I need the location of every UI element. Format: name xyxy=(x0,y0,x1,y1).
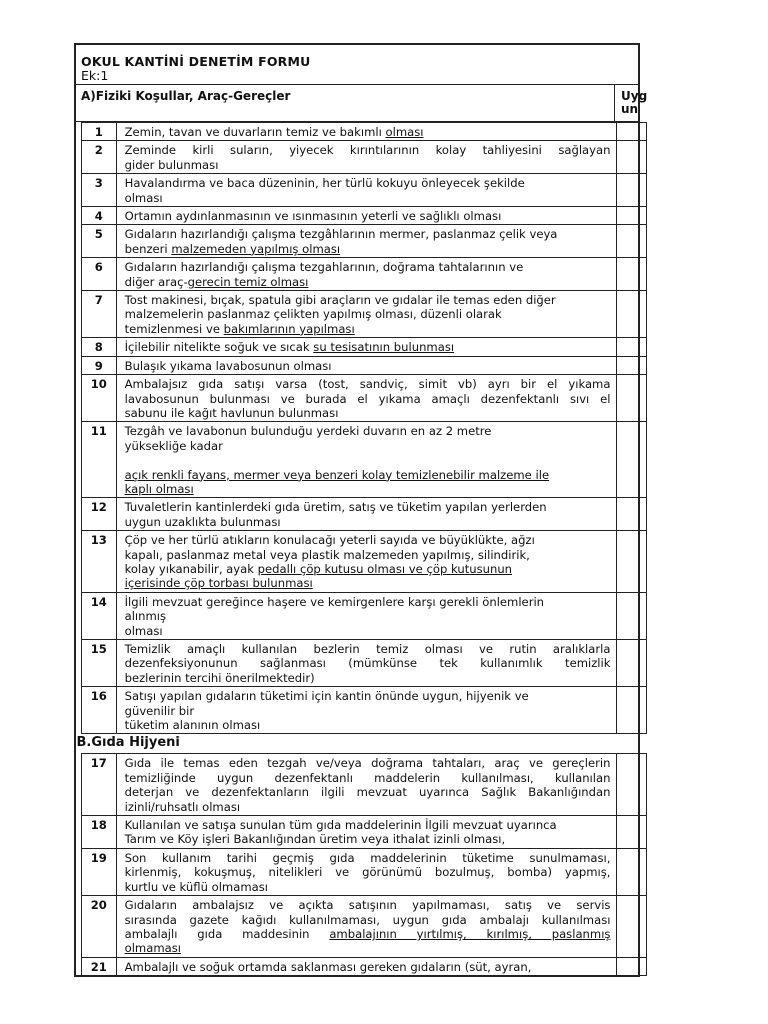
item-text-segment: lavabosunun bulunması ve burada el yıkama amaçlı dezenfektanlı sıvı el xyxy=(124,391,611,406)
item-text-segment: Temizlik amaçlı kullanılan bezlerin temiz olması ve rutin aralıklarla xyxy=(124,642,611,656)
item-text-segment: İçilebilir nitelikte soğuk ve sıcak xyxy=(124,340,314,355)
item-text-segment: bezlerinin tercihi önerilmektedir) xyxy=(124,670,315,685)
item-text xyxy=(116,123,617,141)
item-text-segment: Bulaşık yıkama lavabosunun olması xyxy=(124,358,332,373)
uygun-checkbox-cell[interactable] xyxy=(617,816,647,849)
item-text-segment: uygun uzaklıkta bulunması xyxy=(124,514,281,529)
uygun-checkbox-cell[interactable] xyxy=(617,687,647,734)
uygun-checkbox-cell[interactable] xyxy=(617,356,647,374)
item-text-segment: Gıdaların hazırlandığı çalışma tezgâhlarının mermer, paslanmaz çelik veya xyxy=(124,227,558,242)
item-number: 10 xyxy=(82,375,117,422)
checklist-row xyxy=(82,291,647,338)
item-text-line xyxy=(125,275,611,289)
checklist-row xyxy=(82,957,647,975)
item-text-line xyxy=(125,671,611,685)
section-b-title: B.Gıda Hijyeni xyxy=(76,735,180,751)
item-text-line xyxy=(125,913,611,927)
item-text xyxy=(116,207,617,225)
item-text-line xyxy=(125,941,611,955)
checklist-row xyxy=(82,531,647,593)
uygun-checkbox-cell[interactable] xyxy=(617,957,647,975)
uygun-checkbox-cell[interactable] xyxy=(617,640,647,687)
item-text-segment: güvenilir bir xyxy=(124,703,195,718)
uygun-checkbox-cell[interactable] xyxy=(617,207,647,225)
item-text-line xyxy=(125,642,611,656)
item-text-segment: İlgili mevzuat gereğince haşere ve kemirgenlere karşı gerekli önlemlerin xyxy=(124,594,545,609)
item-text-segment: Tezgâh ve lavabonun bulunduğu yerdeki duvarın en az 2 metre xyxy=(124,424,492,439)
item-text-segment: kurtlu ve küflü olmaması xyxy=(124,879,268,894)
item-text xyxy=(116,291,617,338)
item-text-line xyxy=(125,771,611,785)
item-text-line xyxy=(125,548,611,562)
item-number: 3 xyxy=(82,174,117,207)
item-text xyxy=(116,640,617,687)
item-number: 8 xyxy=(82,338,117,356)
item-text-line xyxy=(125,832,611,846)
item-text-line xyxy=(125,800,611,814)
item-text-line xyxy=(125,260,611,274)
uygun-checkbox-cell[interactable] xyxy=(617,498,647,531)
item-text-segment: kirlenmiş, kokuşmuş, nitelikleri ve görünümü bozulmuş, bomba) yapmış, xyxy=(124,865,611,880)
item-text-segment: sırasında gazete kağıdı kullanılmaması, uygun gıda ambalajı kullanılması xyxy=(124,912,611,927)
form-header xyxy=(76,45,638,85)
item-text-line xyxy=(125,227,611,241)
checklist-row xyxy=(82,896,647,958)
item-number: 12 xyxy=(82,498,117,531)
item-text-line xyxy=(125,125,611,139)
item-text-line xyxy=(125,191,611,205)
item-number: 4 xyxy=(82,207,117,225)
section-a-title: A)Fiziki Koşullar, Araç-Gereçler xyxy=(81,89,291,103)
item-text-line xyxy=(125,562,611,576)
item-text-segment: yüksekliğe kadar xyxy=(124,438,223,453)
item-text-segment: kolay yıkanabilir, ayak xyxy=(124,561,258,576)
item-number: 18 xyxy=(82,816,117,849)
item-number: 15 xyxy=(82,640,117,687)
checklist-row xyxy=(82,174,647,207)
item-number: 20 xyxy=(82,896,117,958)
uygun-checkbox-cell[interactable] xyxy=(617,531,647,593)
item-text-line xyxy=(125,704,611,718)
uygun-column-header xyxy=(614,85,648,121)
checklist-table xyxy=(76,122,647,976)
item-number: 9 xyxy=(82,356,117,374)
checklist-row xyxy=(82,687,647,734)
item-text xyxy=(116,356,617,374)
item-text xyxy=(116,592,617,639)
item-text-segment: temizliğinde uygun dezenfektanlı maddelerin kullanılması, kullanılan xyxy=(124,770,611,785)
item-number: 6 xyxy=(82,258,117,291)
uygun-label: Uygun xyxy=(621,89,648,116)
form-title: OKUL KANTİNİ DENETİM FORMU xyxy=(81,54,311,69)
item-text-segment: Ambalajsız gıda satışı varsa (tost, sandviç, simit vb) ayrı bir el yıkama xyxy=(124,377,611,392)
item-number: 17 xyxy=(82,754,117,816)
item-text-line xyxy=(125,340,611,354)
item-text-line xyxy=(125,851,611,865)
checklist-row xyxy=(82,592,647,639)
uygun-checkbox-cell[interactable] xyxy=(617,896,647,958)
item-text-line xyxy=(125,176,611,190)
item-text-line xyxy=(125,595,611,609)
item-text xyxy=(116,338,617,356)
checklist-row xyxy=(82,225,647,258)
item-text xyxy=(116,531,617,593)
item-text xyxy=(116,687,617,734)
item-text-underlined: ambalajının yırtılmış, kırılmış, paslanmış xyxy=(329,926,611,941)
item-text-segment: Ambalajlı ve soğuk ortamda saklanması gereken gıdaların (süt, ayran, xyxy=(124,959,532,974)
item-text-underlined: gerecin temiz olması xyxy=(187,274,309,289)
item-text-line xyxy=(125,624,611,638)
section-b-header xyxy=(76,734,647,754)
item-text-segment: tüketim alanının olması xyxy=(124,718,261,733)
uygun-checkbox-cell[interactable] xyxy=(617,848,647,895)
item-text-line xyxy=(125,818,611,832)
uygun-checkbox-cell[interactable] xyxy=(617,592,647,639)
section-b-items xyxy=(82,754,647,976)
checklist-row xyxy=(82,375,647,422)
item-text-line xyxy=(125,293,611,307)
checklist-row xyxy=(82,141,647,174)
uygun-checkbox-cell[interactable] xyxy=(617,291,647,338)
uygun-checkbox-cell[interactable] xyxy=(617,141,647,174)
item-text-underlined: olması xyxy=(385,125,424,139)
item-text xyxy=(116,258,617,291)
item-text-line xyxy=(125,406,611,420)
item-number: 2 xyxy=(82,141,117,174)
checklist-row xyxy=(82,498,647,531)
item-text-underlined: olmaması xyxy=(124,941,181,956)
item-text-segment: Gıdaların hazırlandığı çalışma tezgahlarının, doğrama tahtalarının ve xyxy=(124,260,524,275)
item-text-line xyxy=(125,392,611,406)
item-text-segment: Tost makinesi, bıçak, spatula gibi araçların ve gıdalar ile temas eden diğer xyxy=(124,293,556,308)
uygun-checkbox-cell[interactable] xyxy=(617,375,647,422)
item-number: 21 xyxy=(82,957,117,975)
item-text-segment: gider bulunması xyxy=(124,157,219,172)
item-text-line xyxy=(125,718,611,732)
item-text-segment: Tuvaletlerin kantinlerdeki gıda üretim, satış ve tüketim yapılan yerlerden xyxy=(124,500,547,515)
uygun-checkbox-cell[interactable] xyxy=(617,422,647,498)
item-text-underlined: içerisinde çöp torbası bulunması xyxy=(124,576,313,591)
item-text-line xyxy=(125,424,611,438)
item-text-segment: Kullanılan ve satışa sunulan tüm gıda maddelerinin İlgili mevzuat uyarınca xyxy=(124,818,557,833)
item-text-segment: Gıdaların ambalajsız ve açıkta satışının yapılmaması, satış ve servis xyxy=(124,898,611,913)
item-text-line xyxy=(125,359,611,373)
item-number: 5 xyxy=(82,225,117,258)
item-text xyxy=(116,498,617,531)
item-text-segment: sabunu ile kağıt havlunun bulunması xyxy=(124,405,339,420)
checklist-row xyxy=(82,754,647,816)
item-text-segment: malzemelerin paslanmaz çelikten yapılmış olması, düzenli olarak xyxy=(124,307,502,322)
item-text-line xyxy=(125,609,611,623)
item-text-line xyxy=(125,322,611,336)
item-text-line xyxy=(125,880,611,894)
item-text-segment: diğer araç- xyxy=(124,274,188,289)
item-text-segment: benzeri xyxy=(124,241,172,256)
item-text-segment: Havalandırma ve baca düzeninin, her türlü kokuyu önleyecek şekilde xyxy=(124,176,525,191)
checklist-row xyxy=(82,640,647,687)
checklist-row xyxy=(82,848,647,895)
item-text-segment: Gıda ile temas eden tezgah ve/veya doğrama tahtaları, araç ve gereçlerin xyxy=(124,756,611,771)
uygun-checkbox-cell[interactable] xyxy=(617,225,647,258)
checklist-row xyxy=(82,422,647,498)
item-text-line xyxy=(125,898,611,912)
item-text-line xyxy=(125,439,611,453)
item-text-underlined: pedallı çöp kutusu olması ve çöp kutusunun xyxy=(257,561,513,576)
item-text-segment: Zemin, tavan ve duvarların temiz ve bakımlı xyxy=(124,125,386,139)
item-text xyxy=(116,225,617,258)
item-text-segment: Satışı yapılan gıdaların tüketimi için kantin önünde uygun, hijyenik ve xyxy=(124,689,529,704)
uygun-checkbox-cell[interactable] xyxy=(617,258,647,291)
item-text-line xyxy=(125,307,611,321)
item-text-line xyxy=(125,689,611,703)
item-text xyxy=(116,816,617,849)
item-text-line xyxy=(125,865,611,879)
item-text xyxy=(116,141,617,174)
item-text-segment: ambalajlı gıda maddesinin xyxy=(124,926,330,941)
uygun-checkbox-cell[interactable] xyxy=(617,338,647,356)
item-text-segment: dezenfeksiyonunun sağlanması (mümkünse tek kullanımlık temizlik xyxy=(124,656,611,671)
item-number: 13 xyxy=(82,531,117,593)
item-text-segment: alınmış xyxy=(124,609,167,624)
item-text xyxy=(116,174,617,207)
item-text-segment: temizlenmesi ve xyxy=(124,321,224,336)
item-text-underlined: açık renkli fayans, mermer veya benzeri kolay temizlenebilir malzeme ile xyxy=(124,467,550,482)
item-text-underlined: bakımlarının yapılması xyxy=(223,321,355,336)
item-text xyxy=(116,375,617,422)
item-text-underlined: su tesisatının bulunması xyxy=(313,340,455,355)
item-number: 14 xyxy=(82,592,117,639)
inspection-form xyxy=(74,43,648,977)
checklist-row xyxy=(82,123,647,141)
item-text-line xyxy=(125,482,611,496)
item-text-line xyxy=(125,377,611,391)
item-text-line xyxy=(125,453,611,467)
item-text-line xyxy=(125,927,611,941)
item-text-line xyxy=(125,143,611,157)
item-text-line xyxy=(125,158,611,172)
checklist-row xyxy=(82,207,647,225)
item-number: 19 xyxy=(82,848,117,895)
checklist-row xyxy=(82,338,647,356)
item-text xyxy=(116,848,617,895)
item-text-line xyxy=(125,209,611,223)
item-text-line xyxy=(125,533,611,547)
item-text xyxy=(116,422,617,498)
item-text-segment: Tarım ve Köy işleri Bakanlığından üretim veya ithalat izinli olması, xyxy=(124,832,506,847)
checklist-row xyxy=(82,356,647,374)
item-text-segment: kapalı, paslanmaz metal veya plastik malzemeden yapılmış, silindirik, xyxy=(124,547,530,562)
section-b-row xyxy=(82,734,647,754)
item-text-segment: Ortamın aydınlanmasının ve ısınmasının yeterli ve sağlıklı olması xyxy=(124,209,502,224)
item-text-line xyxy=(125,242,611,256)
checklist-row xyxy=(82,258,647,291)
item-text-segment: deterjan ve dezenfektanların ilgili mevzuat uyarınca Sağlık Bakanlığından xyxy=(124,785,611,800)
checklist-row xyxy=(82,816,647,849)
item-text-line xyxy=(125,656,611,670)
uygun-checkbox-cell[interactable] xyxy=(617,174,647,207)
item-number: 1 xyxy=(82,123,117,141)
item-text xyxy=(116,754,617,816)
item-text xyxy=(116,957,617,975)
uygun-checkbox-cell[interactable] xyxy=(617,754,647,816)
item-text-line xyxy=(125,576,611,590)
item-text-segment: Çöp ve her türlü atıkların konulacağı yeterli sayıda ve büyüklükte, ağzı xyxy=(124,533,535,548)
uygun-checkbox-cell[interactable] xyxy=(617,123,647,141)
item-text-line xyxy=(125,468,611,482)
item-text-segment: olması xyxy=(124,190,163,205)
item-text-segment: olması xyxy=(124,623,163,638)
item-text-line xyxy=(125,785,611,799)
item-text xyxy=(116,896,617,958)
item-text-line xyxy=(125,500,611,514)
form-annex-label: Ek:1 xyxy=(81,68,109,83)
item-text-line xyxy=(125,515,611,529)
item-text-line xyxy=(125,756,611,770)
item-number: 11 xyxy=(82,422,117,498)
item-text-segment: Zeminde kirli suların, yiyecek kırıntılarının kolay tahliyesini sağlayan xyxy=(124,143,611,158)
section-a-header xyxy=(76,85,648,122)
item-text-segment: Son kullanım tarihi geçmiş gıda maddelerinin tüketime sunulmaması, xyxy=(124,850,611,865)
item-text-underlined: malzemeden yapılmış olması xyxy=(171,241,341,256)
item-text-segment: izinli/ruhsatlı olması xyxy=(124,799,241,814)
section-a-items xyxy=(82,123,647,734)
item-text-line xyxy=(125,960,611,974)
item-number: 16 xyxy=(82,687,117,734)
item-number: 7 xyxy=(82,291,117,338)
item-text-underlined: kaplı olması xyxy=(124,481,194,496)
